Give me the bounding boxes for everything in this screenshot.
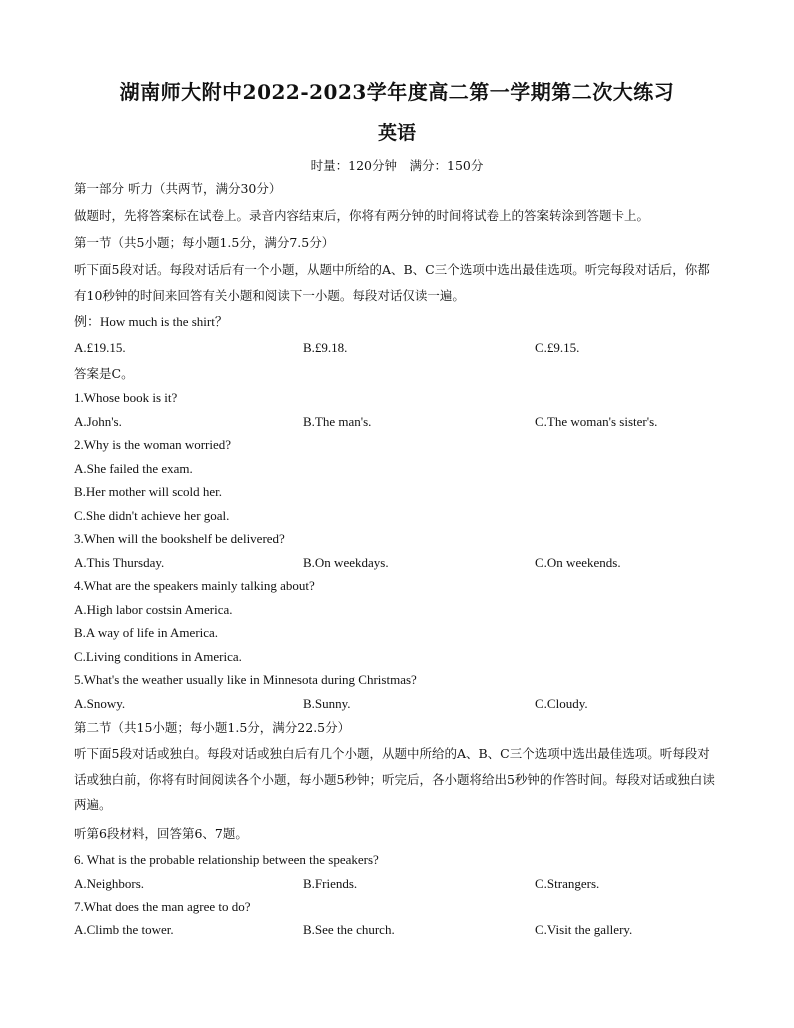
q6-option-c: C.Strangers. [535,876,600,891]
part1-instruction: 做题时，先将答案标在试卷上。录音内容结束后，你将有两分钟的时间将试卷上的答案转涂到答题卡上。 [74,208,650,223]
q7-option-c: C.Visit the gallery. [535,922,633,937]
example-option-b: B.£9.18. [303,340,348,355]
section1-heading: 第一节（共5小题；每小题1.5分，满分7.5分） [74,235,335,250]
subject-title: 英语 [377,122,416,144]
q4-option-c: C.Living conditions in America. [74,649,242,664]
example-answer: 答案是C。 [74,366,134,381]
q7-option-a: A.Climb the tower. [74,922,174,937]
q1-option-a: A.John's. [74,414,122,429]
q6-stem: 6. What is the probable relationship between the speakers? [74,852,379,867]
example-question: 例：How much is the shirt？ [74,314,228,329]
q2-stem: 2.Why is the woman worried? [74,437,232,452]
part1-heading: 第一部分 听力（共两节，满分30分） [74,181,282,196]
q1-option-b: B.The man's. [303,414,372,429]
q2-option-b: B.Her mother will scold her. [74,484,223,499]
q1-stem: 1.Whose book is it? [74,390,178,405]
q6-option-b: B.Friends. [303,876,358,891]
q7-stem: 7.What does the man agree to do? [74,899,251,914]
q6-option-a: A.Neighbors. [74,876,145,891]
q5-stem: 5.What's the weather usually like in Minnesota during Christmas? [74,672,417,687]
q2-option-c: C.She didn't achieve her goal. [74,508,230,523]
q3-stem: 3.When will the bookshelf be delivered? [74,531,285,546]
q5-option-b: B.Sunny. [303,696,351,711]
example-option-c: C.£9.15. [535,340,580,355]
q3-option-c: C.On weekends. [535,555,621,570]
exam-meta: 时量：120分钟 满分：150分 [310,158,484,173]
exam-title: 湖南师大附中2022-2023学年度高二第一学期第二次大练习 [119,80,675,104]
q5-option-a: A.Snowy. [74,696,126,711]
q4-stem: 4.What are the speakers mainly talking about? [74,578,315,593]
q3-option-b: B.On weekdays. [303,555,389,570]
section2-instruction: 听下面5段对话或独白。每段对话或独白后有几个小题，从题中所给的A、B、C三个选项中选出最佳选项。听每段对话或独白前，你将有时间阅读各个小题，每小题5秒钟；听完后，各小题将给出5秒钟的作答时间。每段对话或独白读两遍。 [74,746,715,812]
q5-option-c: C.Cloudy. [535,696,588,711]
section2-heading: 第二节（共15小题；每小题1.5分，满分22.5分） [74,720,351,735]
q2-option-a: A.She failed the exam. [74,461,193,476]
q4-option-b: B.A way of life in America. [74,625,219,640]
q3-option-a: A.This Thursday. [74,555,165,570]
q1-option-c: C.The woman's sister's. [535,414,658,429]
q4-option-a: A.High labor costsin America. [74,602,233,617]
example-option-a: A.£19.15. [74,340,126,355]
section1-instruction: 听下面5段对话。每段对话后有一个小题，从题中所给的A、B、C三个选项中选出最佳选项。听完每段对话后，你都有10秒钟的时间来回答有关小题和阅读下一小题。每段对话仅读一遍。 [74,262,710,303]
q7-option-b: B.See the church. [303,922,395,937]
material6-note: 听第6段材料，回答第6、7题。 [74,826,248,841]
